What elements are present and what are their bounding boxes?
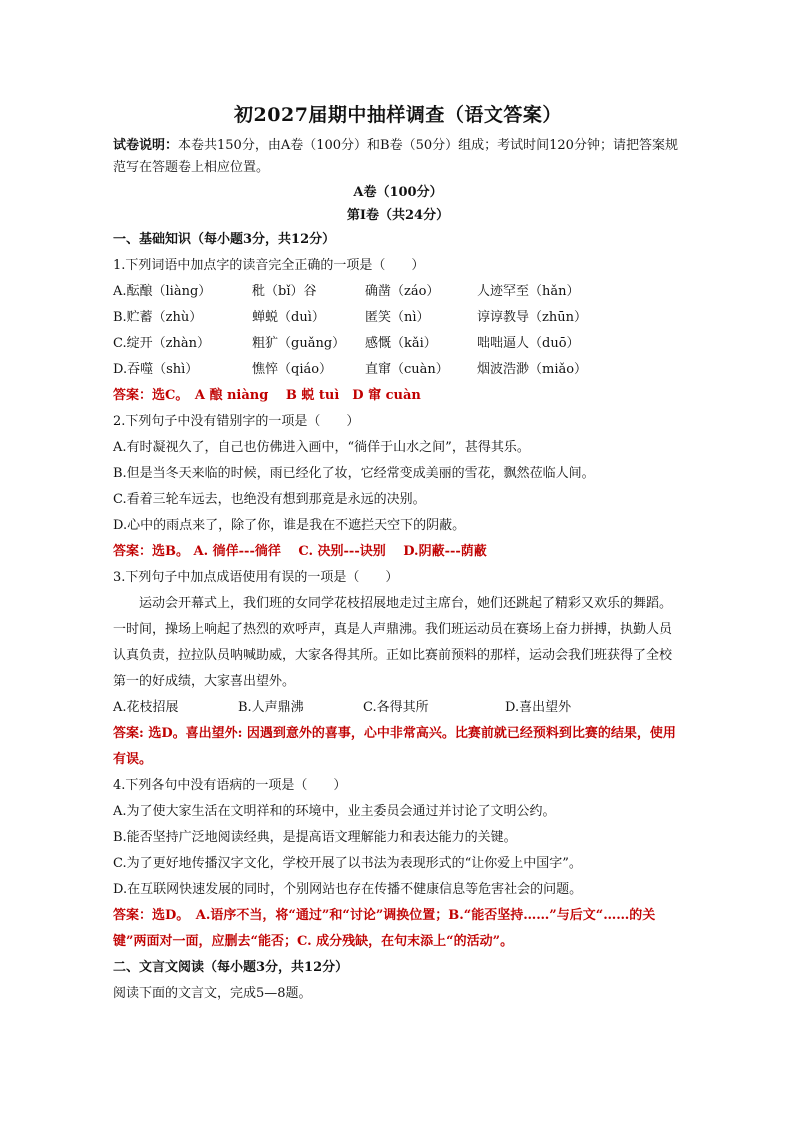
question-1-answer: 答案：选C。 A 酿 niàng B 蜕 tuì D 窜 cuàn [113,388,421,403]
page-title: 初2027届期中抽样调查（语文答案） [234,104,562,126]
q1-option-cell: 确凿（záo） [365,284,440,299]
question-2-option: A.有时凝视久了，自己也仿佛进入画中，“徜佯于山水之间”，甚得其乐。 [113,440,530,455]
section-2-instructions: 阅读下面的文言文，完成5—8题。 [113,986,312,1001]
instructions-label: 试卷说明： [113,138,179,153]
question-3-option-row [113,695,683,721]
question-4-answer: 答案：选D。 A.语序不当，将“通过”和“讨论”调换位置；B.“能否坚持……”与后文“……的关键”两面对一面，应删去“能否；C. 成分残缺，在句末添上“的活动”。 [113,908,656,949]
question-2-option: B.但是当冬天来临的时候，雨已经化了妆，它经常变成美丽的雪花，飘然莅临人间。 [113,466,595,481]
question-2-option: C.看着三轮车远去，也绝没有想到那竟是永远的决别。 [113,492,426,507]
q1-option-cell: 人迹罕至（hǎn） [477,284,580,299]
question-2-answer: 答案：选B。 A. 徜佯---徜徉 C. 决别---诀别 D.阴蔽---荫蔽 [113,544,487,559]
q1-option-cell: 烟波浩渺（miǎo） [477,362,588,377]
paper-a-heading: A卷（100分） [353,185,443,200]
q3-option: B.人声鼎沸 [238,700,304,715]
part-one-heading: 第Ⅰ卷（共24分） [346,208,450,223]
question-1-option-row [113,279,683,305]
question-1-stem: 1.下列词语中加点字的读音完全正确的一项是（ ） [113,258,425,273]
instructions-text: 本卷共150分，由A卷（100分）和B卷（50分）组成；考试时间120分钟；请把答案规范写在答题卷上相应位置。 [113,138,678,175]
question-1-option-row [113,357,683,383]
q1-option-cell: 匿笑（nì） [365,310,430,325]
question-3-answer: 答案: 选D。喜出望外: 因遇到意外的喜事，心中非常高兴。比赛前就已经预料到比赛的结果，使用有误。 [113,726,676,767]
q3-option: C.各得其所 [363,700,429,715]
q1-option-cell: 咄咄逼人（duō） [477,336,580,351]
answer-sheet-page [113,100,683,1007]
question-4-option: D.在互联网快速发展的同时，个别网站也存在传播不健康信息等危害社会的问题。 [113,882,583,897]
q1-option-cell: C.绽开（zhàn） [113,336,210,351]
q3-option: D.喜出望外 [505,700,572,715]
q1-option-cell: 谆谆教导（zhūn） [477,310,587,325]
question-4-option: C.为了更好地传播汉字文化，学校开展了以书法为表现形式的“让你爱上中国字”。 [113,856,582,871]
q1-option-cell: 秕（bǐ）谷 [252,284,317,299]
q1-option-cell: 粗犷（guǎng） [252,336,346,351]
question-1-option-row [113,331,683,357]
question-3-passage: 运动会开幕式上，我们班的女同学花枝招展地走过主席台，她们还跳起了精彩又欢乐的舞蹈。一时间，操场上响起了热烈的欢呼声，真是人声鼎沸。我们班运动员在赛场上奋力拼搏，执勤人员认真负责，拉拉队员呐喊助威，大家各得其所。正如比赛前预料的那样，运动会我们班获得了全校第一的好成绩，大家喜出望外。 [113,596,673,689]
section-heading-classical-reading: 二、文言文阅读（每小题3分，共12分） [113,960,349,975]
question-2-stem: 2.下列句子中没有错别字的一项是（ ） [113,414,360,429]
q1-option-cell: 直窜（cuàn） [365,362,449,377]
question-4-option: A.为了使大家生活在文明祥和的环境中，业主委员会通过并讨论了文明公约。 [113,804,556,819]
section-heading-basics: 一、基础知识（每小题3分，共12分） [113,232,336,247]
question-1-option-row [113,305,683,331]
q1-option-cell: 蝉蜕（duì） [252,310,325,325]
q1-option-cell: 憔悴（qiáo） [252,362,333,377]
q1-option-cell: A.酝酿（liàng） [113,284,212,299]
q1-option-cell: B.贮蓄（zhù） [113,310,203,325]
question-4-stem: 4.下列各句中没有语病的一项是（ ） [113,778,347,793]
question-3-stem: 3.下列句子中加点成语使用有误的一项是（ ） [113,570,399,585]
question-4-option: B.能否坚持广泛地阅读经典，是提高语文理解能力和表达能力的关键。 [113,830,517,845]
q3-option: A.花枝招展 [113,700,179,715]
question-2-option: D.心中的雨点来了，除了你，谁是我在不遮拦天空下的阴蔽。 [113,518,466,533]
q1-option-cell: D.吞噬（shì） [113,362,199,377]
q1-option-cell: 感慨（kǎi） [365,336,437,351]
exam-instructions [113,135,683,179]
